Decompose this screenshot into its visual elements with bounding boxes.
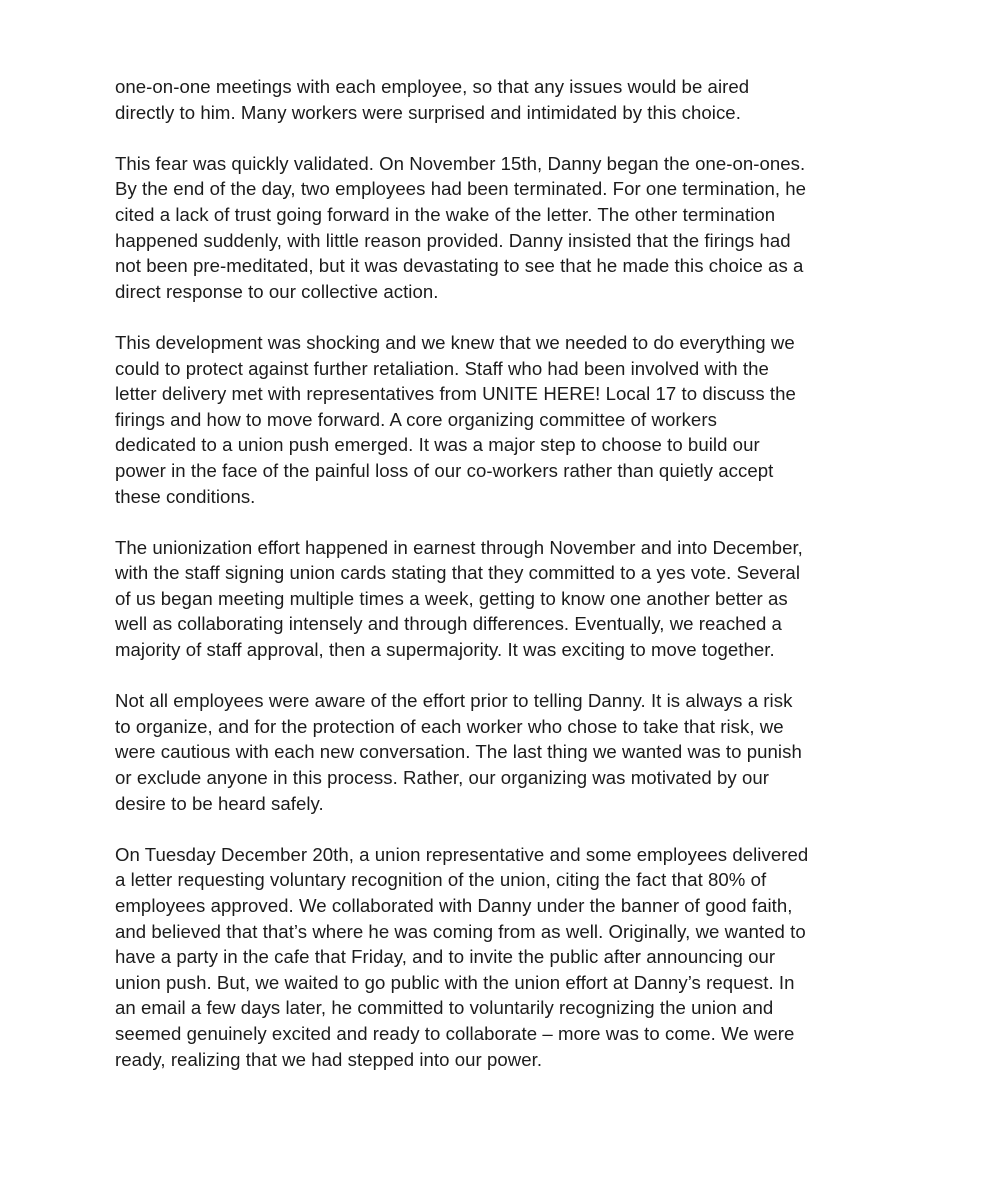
paragraph-voluntary-recognition: On Tuesday December 20th, a union representative and some employees delivered a letter requesting voluntary recognition of the union, citing the fact that 80% of employees approved. We collaborated with Danny under the banner of good faith, and believed that that’s where he was coming from as well. Originally, we wanted to have a party in the cafe that Friday, and to invite the public after announcing our union push. But, we waited to go public with the union effort at Danny’s request. In an email a few days later, he committed to voluntarily recognizing the union and seemed genuinely excited and ready to collaborate – more was to come. We were ready, realizing that we had stepped into our power. [115,843,809,1070]
paragraph-unionization-effort: The unionization effort happened in earnest through November and into December, with the staff signing union cards stating that they committed to a yes vote. Several of us began meeting multiple times a week, getting to know one another better as well as collaborating intensely and through differences. Eventually, we reached a majority of staff approval, then a supermajority. It was exciting to move together. [115,536,803,661]
document-body [115,74,875,1098]
paragraph-not-all-employees-aware: Not all employees were aware of the effort prior to telling Danny. It is always a risk to organize, and for the protection of each worker who chose to take that risk, we were cautious with each new conversation. The last thing we wanted was to punish or exclude anyone in this process. Rather, our organizing was motivated by our desire to be heard safely. [115,690,802,814]
paragraph-shocking-development: This development was shocking and we knew that we needed to do everything we could to protect against further retaliation. Staff who had been involved with the letter delivery met with representatives from UNITE HERE! Local 17 to discuss the firings and how to move forward. A core organizing committee of workers dedicated to a union push emerged. It was a major step to choose to build our power in the face of the painful loss of our co-workers rather than quietly accept these conditions. [115,331,796,507]
paragraph-one-on-one-meetings: one-on-one meetings with each employee, so that any issues would be aired directly to him. Many workers were surprised and intimidated by this choice. [115,76,750,123]
paragraph-fear-validated: This fear was quickly validated. On November 15th, Danny began the one-on-ones. By the end of the day, two employees had been terminated. For one termination, he cited a lack of trust going forward in the wake of the letter. The other termination happened suddenly, with little reason provided. Danny insisted that the firings had not been pre-meditated, but it was devastating to see that he made this choice as a direct response to our collective action. [115,152,807,302]
